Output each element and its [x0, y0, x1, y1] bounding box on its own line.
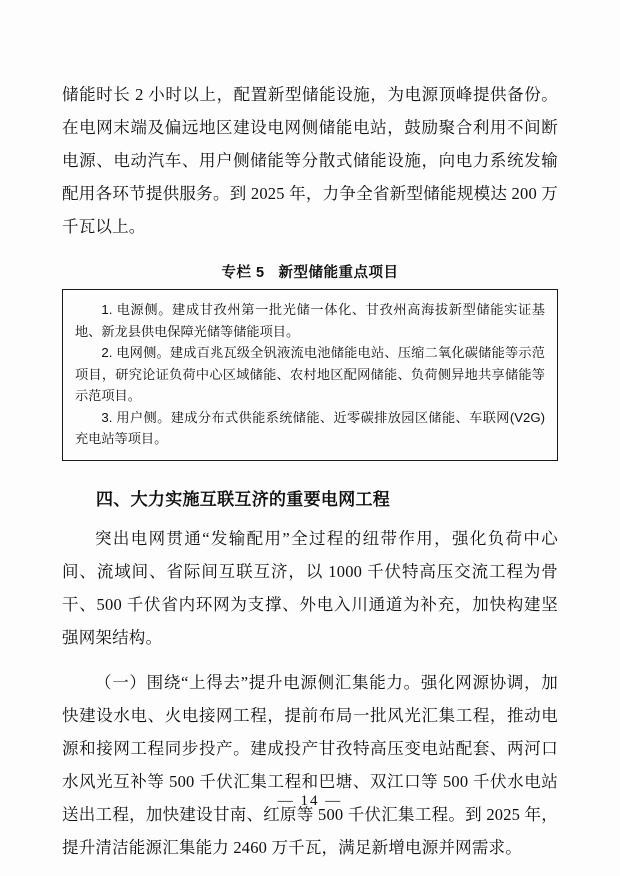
paragraph-continuation: 储能时长 2 小时以上，配置新型储能设施，为电源顶峰提供备份。在电网末端及偏远地区建设电网侧储能电站，鼓励聚合利用不间断电源、电动汽车、用户侧储能等分散式储能设施，向电力系统发输配用各环节提供服务。到 2025 年，力争全省新型储能规模达 200 万千瓦以上。: [62, 85, 558, 236]
callout-label: 专栏 5: [221, 265, 265, 281]
callout-box: [62, 289, 558, 461]
callout-title: [62, 261, 558, 282]
callout-item: 2. 电网侧。建成百兆瓦级全钒液流电池储能电站、压缩二氧化碳储能等示范项目，研究论证负荷中心区域储能、农村地区配网储能、负荷侧异地共享储能等示范项目。: [75, 345, 545, 403]
callout-item: 1. 电源侧。建成甘孜州第一批光储一体化、甘孜州高海拔新型储能实证基地、新龙县供电保障光储等储能项目。: [75, 302, 545, 339]
body-paragraph: （一）围绕“上得去”提升电源侧汇集能力。强化网源协调，加快建设水电、火电接网工程，提前布局一批风光汇集工程，推动电源和接网工程同步投产。建成投产甘孜特高压变电站配套、两河口水风光互补等 500 千伏汇集工程和巴塘、双江口等 500 千伏水电站送出工程，加快建设甘南、红原等 500 千伏汇集工程。到 2025 年，提升清洁能源汇集能力 2460 万千瓦，满足新增电源并网需求。: [62, 672, 558, 857]
page-number: — 14 —: [277, 793, 343, 809]
callout-heading: 新型储能重点项目: [278, 265, 399, 281]
callout-item: 3. 用户侧。建成分布式供能系统储能、近零碳排放园区储能、车联网(V2G)充电站等项目。: [75, 409, 545, 446]
section-heading: 四、大力实施互联互济的重要电网工程: [96, 489, 391, 509]
body-paragraph: 突出电网贯通“发输配用”全过程的纽带作用，强化负荷中心间、流域间、省际间互联互济，以 1000 千伏特高压交流工程为骨干、500 千伏省内环网为支撑、外电入川通道为补充，加快构建坚强网架结构。: [62, 528, 558, 647]
